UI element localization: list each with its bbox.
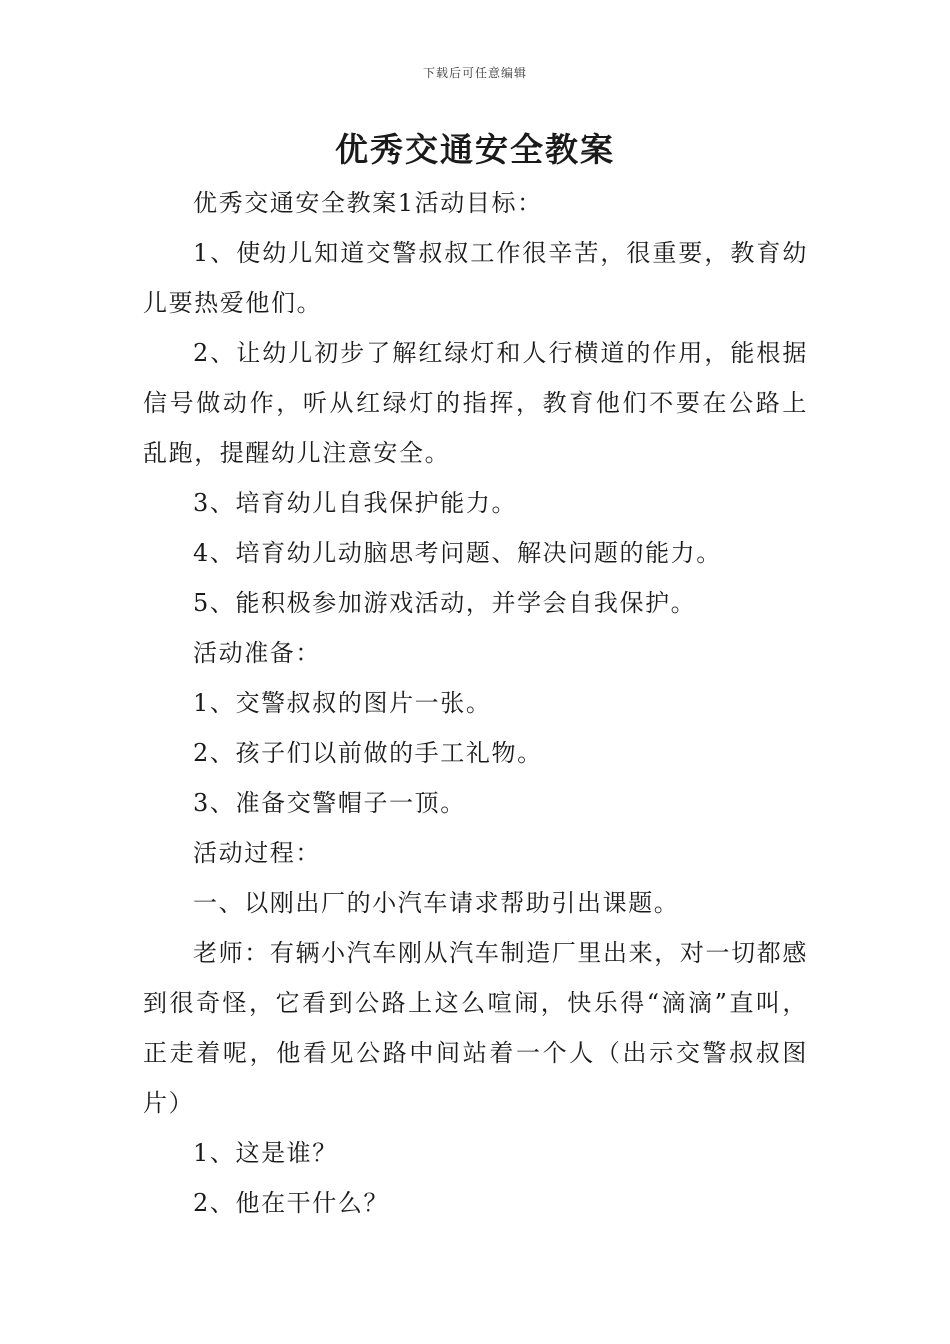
document-body [143,178,808,1228]
paragraph-goal-1: 1、使幼儿知道交警叔叔工作很辛苦，很重要，教育幼儿要热爱他们。 [143,239,808,317]
paragraph-goal-4: 4、培育幼儿动脑思考问题、解决问题的能力。 [193,539,722,567]
paragraph-goal-2: 2、让幼儿初步了解红绿灯和人行横道的作用，能根据信号做动作，听从红绿灯的指挥，教育他们不要在公路上乱跑，提醒幼儿注意安全。 [143,339,808,467]
paragraph-goal-3: 3、培育幼儿自我保护能力。 [193,489,518,517]
paragraph-prep-1: 1、交警叔叔的图片一张。 [193,689,492,717]
document-title: 优秀交通安全教案 [335,130,615,169]
paragraph-question-1: 1、这是谁？ [193,1139,338,1167]
paragraph-process-1: 一、以刚出厂的小汽车请求帮助引出课题。 [193,889,680,917]
paragraph-question-2: 2、他在干什么？ [193,1189,390,1217]
section-heading-preparation: 活动准备： [193,639,321,667]
paragraph-prep-3: 3、准备交警帽子一顶。 [193,789,466,817]
paragraph-teacher: 老师：有辆小汽车刚从汽车制造厂里出来，对一切都感到很奇怪，它看到公路上这么喧闹，快乐得“滴滴”直叫，正走着呢，他看见公路中间站着一个人（出示交警叔叔图片） [143,939,808,1117]
paragraph-intro: 优秀交通安全教案1活动目标： [193,189,543,217]
section-heading-process: 活动过程： [193,839,321,867]
paragraph-prep-2: 2、孩子们以前做的手工礼物。 [193,739,543,767]
header-note: 下载后可任意编辑 [422,66,527,80]
paragraph-goal-5: 5、能积极参加游戏活动，并学会自我保护。 [193,589,697,617]
